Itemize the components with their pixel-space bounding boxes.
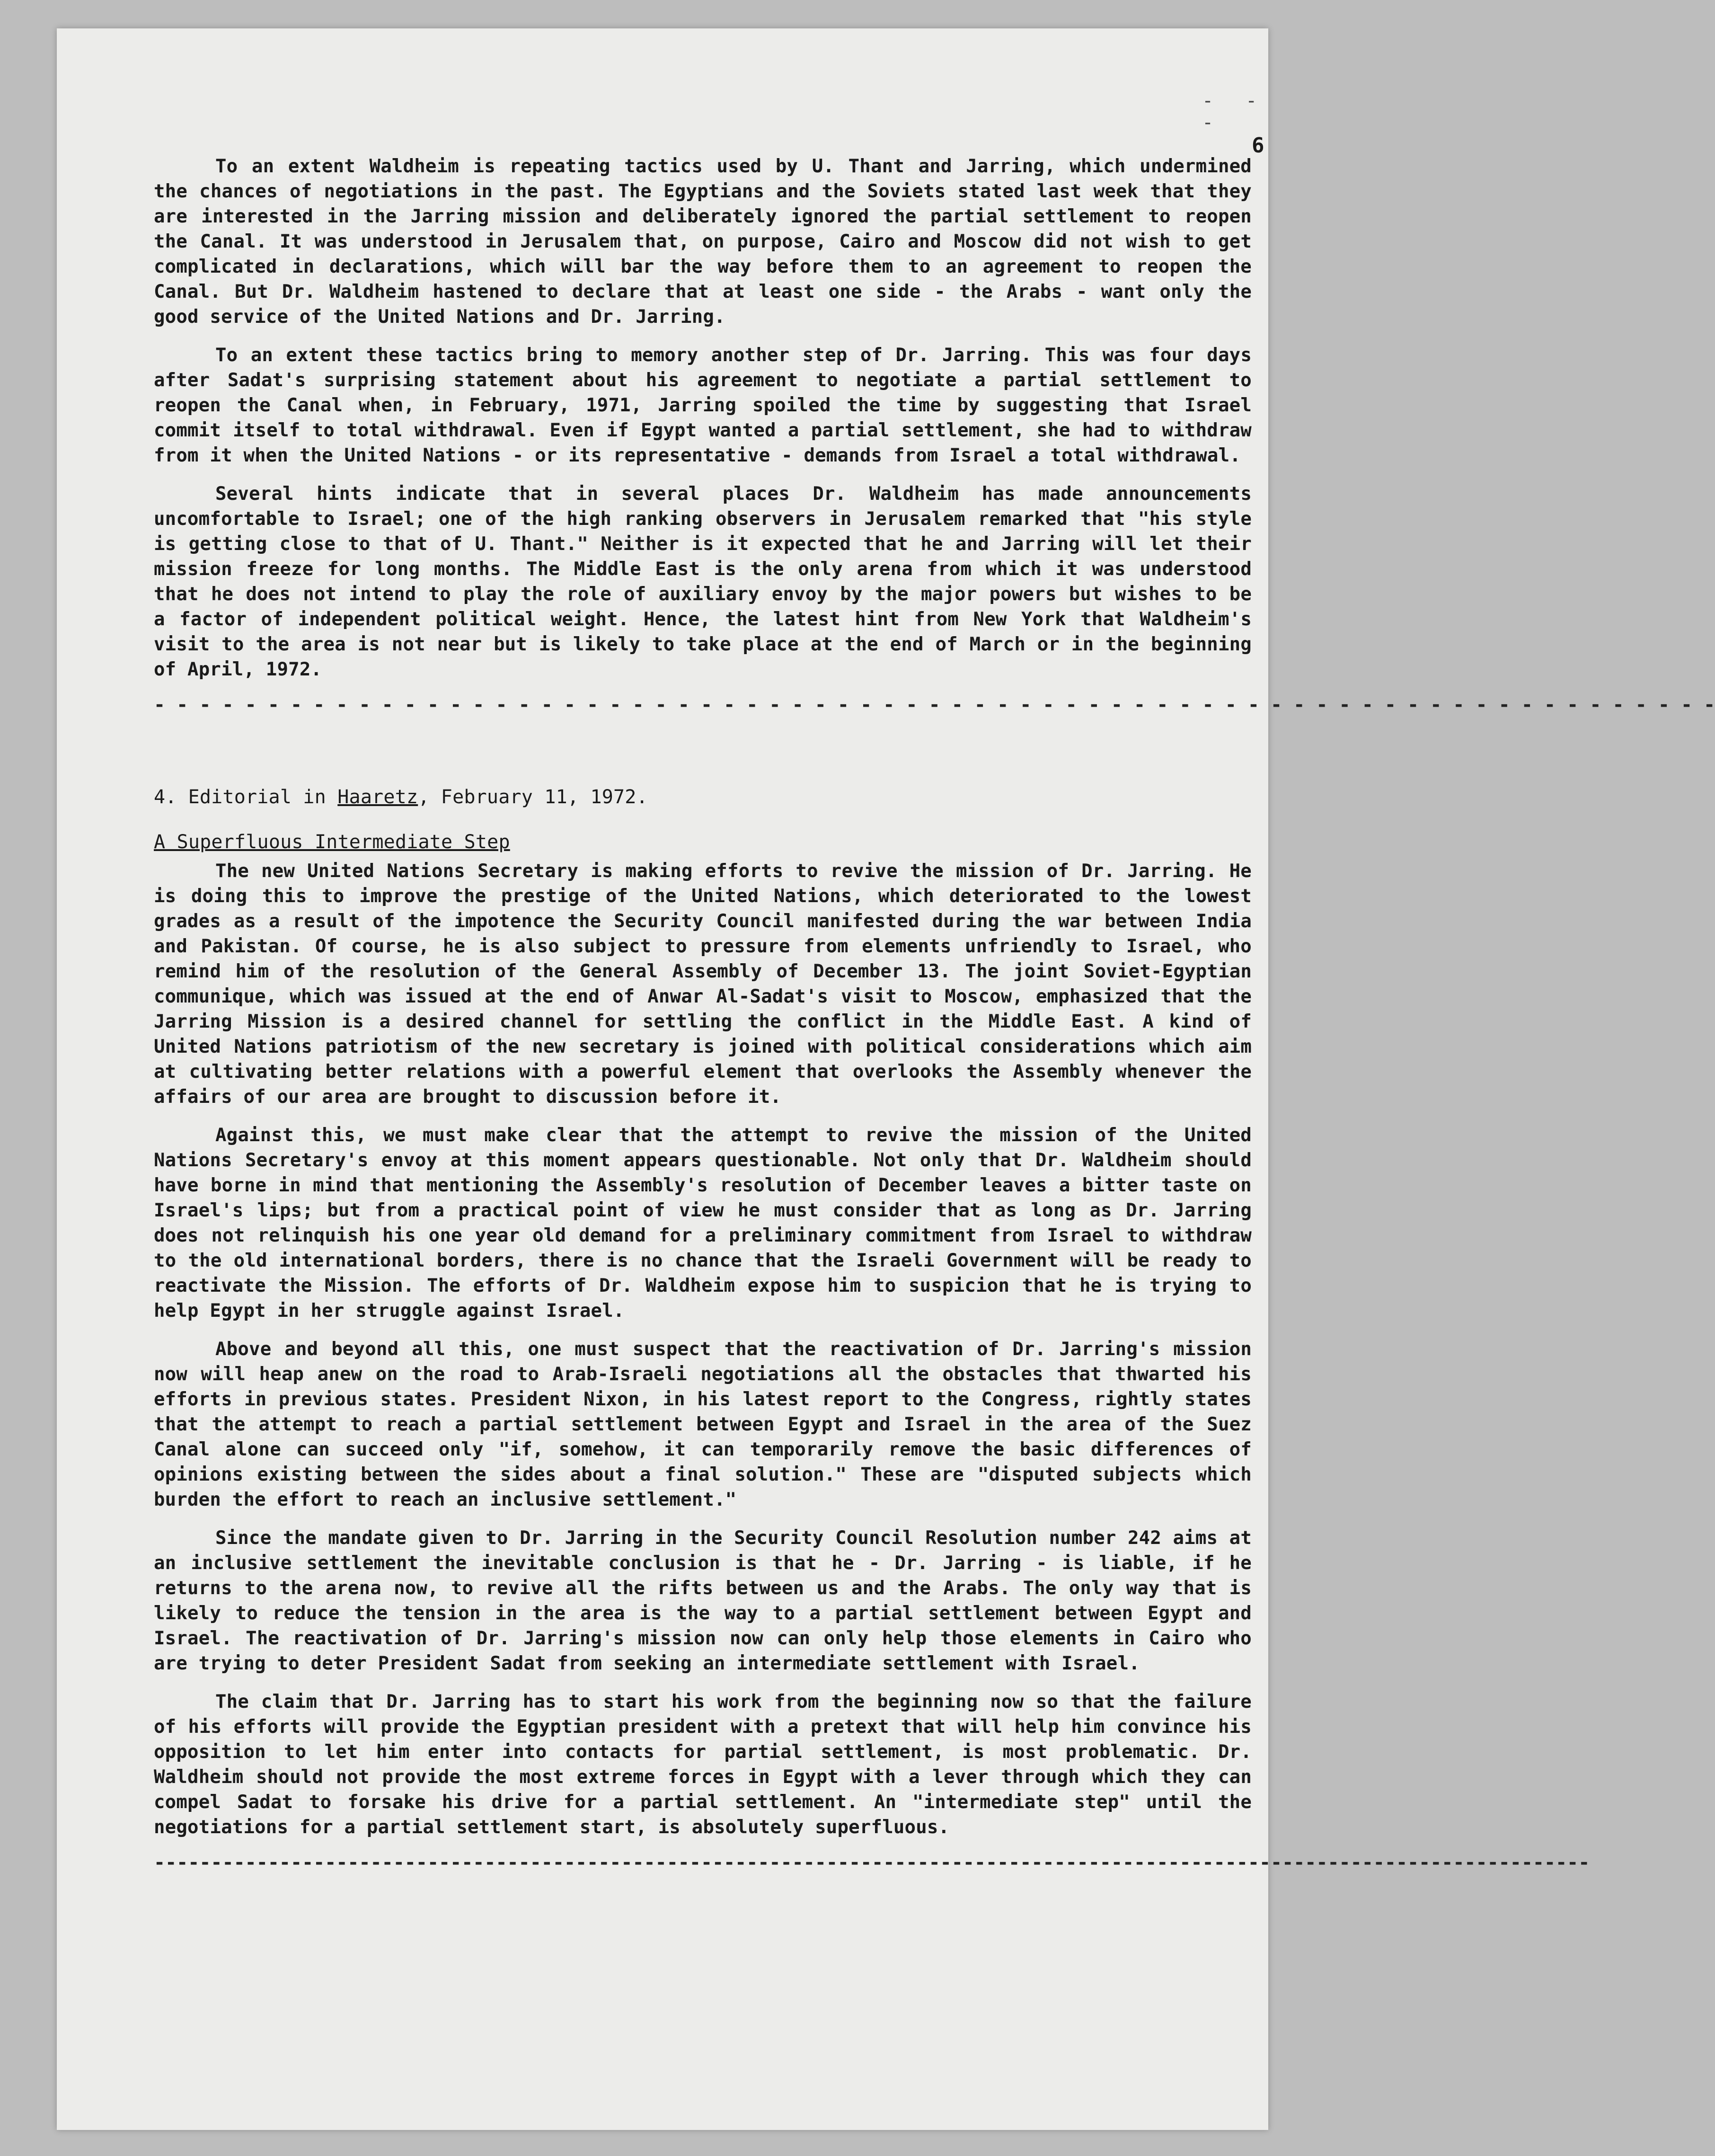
paragraph: To an extent Waldheim is repeating tactics used by U. Thant and Jarring, which undermined the chances of negotiations in the past. The Egyptians and the Soviets stated last week that they are interested in the Jarring mission and deliberately ignored the partial settlement to reopen the Canal. It was understood in Jerusalem that, on purpose, Cairo and Moscow did not wish to get complicated in declarations, which will bar the way before them to an agreement to reopen the Canal. But Dr. Waldheim hastened to declare that at least one side - the Arabs - want only the good service of the United Nations and Dr. Jarring.: [154, 156, 1252, 328]
document-page: [57, 28, 1715, 2130]
section-number: 4.: [154, 786, 177, 808]
page-body: [154, 154, 1715, 1873]
newspaper-name: Haaretz: [337, 786, 418, 808]
paragraph: Above and beyond all this, one must suspect that the reactivation of Dr. Jarring's mission now will heap anew on the road to Arab-Israeli negotiations all the obstacles that thwarted his efforts in previous states. President Nixon, in his latest report to the Congress, rightly states that the attempt to reach a partial settlement between Egypt and Israel in the area of the Suez Canal alone can succeed only "if, somehow, it can temporarily remove the basic differences of opinions existing between the sides about a final solution." These are "disputed subjects which burden the effort to reach an inclusive settlement.": [154, 1339, 1252, 1510]
dashed-divider: - - - - - - - - - - - - - - - - - - - - - - - - - - - - - - - - - - - - - - - - - - - - - - - - - - - - - - - - - - - - - - - - - - - - -: [154, 694, 1715, 716]
paragraph: Several hints indicate that in several places Dr. Waldheim has made announcements uncomfortable to Israel; one of the high ranking observers in Jerusalem remarked that "his style is getting close to that of U. Thant." Neither is it expected that he and Jarring will let their mission freeze for long months. The Middle East is the only arena from which it was understood that he does not intend to play the role of auxiliary envoy by the major powers but wishes to be a factor of independent political weight. Hence, the latest hint from New York that Waldheim's visit to the area is not near but is likely to take place at the end of March or in the beginning of April, 1972.: [154, 483, 1252, 680]
page-number: 6: [1252, 133, 1264, 158]
continued-article: [154, 154, 1252, 682]
heading-date: , February 11, 1972.: [418, 786, 648, 808]
corner-mark: - - -: [1202, 90, 1268, 133]
paragraph: The new United Nations Secretary is making efforts to revive the mission of Dr. Jarring. He is doing this to improve the prestige of the United Nations, which deteriorated to the lowest grades as a result of the impotence the Security Council manifested during the war between India and Pakistan. Of course, he is also subject to pressure from elements unfriendly to Israel, who remind him of the resolution of the General Assembly of December 13. The joint Soviet-Egyptian communique, which was issued at the end of Anwar Al-Sadat's visit to Moscow, emphasized that the Jarring Mission is a desired channel for settling the conflict in the Middle East. A kind of United Nations patriotism of the new secretary is joined with political considerations which aim at cultivating better relations with a powerful element that overlooks the Assembly whenever the affairs of our area are brought to discussion before it.: [154, 861, 1252, 1108]
editorial-title: A Superfluous Intermediate Step: [154, 831, 510, 853]
editorial-section: [154, 785, 1252, 1840]
paragraph: The claim that Dr. Jarring has to start his work from the beginning now so that the failure of his efforts will provide the Egyptian president with a pretext that will help him convince his opposition to let him enter into contacts for partial settlement, is most problematic. Dr. Waldheim should not provide the most extreme forces in Egypt with a lever through which they can compel Sadat to forsake his drive for a partial settlement. An "intermediate step" until the negotiations for a partial settlement start, is absolutely superfluous.: [154, 1691, 1252, 1838]
paragraph: Since the mandate given to Dr. Jarring in the Security Council Resolution number 242 aims at an inclusive settlement the inevitable conclusion is that he - Dr. Jarring - is liable, if he returns to the arena now, to revive all the rifts between us and the Arabs. The only way that is likely to reduce the tension in the area is the way to a partial settlement between Egypt and Israel. The reactivation of Dr. Jarring's mission now can only help those elements in Cairo who are trying to deter President Sadat from seeking an intermediate settlement with Israel.: [154, 1527, 1252, 1674]
heading-prefix: Editorial in: [188, 786, 338, 808]
paragraph: To an extent these tactics bring to memory another step of Dr. Jarring. This was four days after Sadat's surprising statement about his agreement to negotiate a partial settlement to reopen the Canal when, in February, 1971, Jarring spoiled the time by suggesting that Israel commit itself to total withdrawal. Even if Egypt wanted a partial settlement, she had to withdraw from it when the United Nations - or its representative - demands from Israel a total withdrawal.: [154, 345, 1252, 466]
section-heading: [154, 785, 1252, 809]
paragraph: Against this, we must make clear that the attempt to revive the mission of the United Nations Secretary's envoy at this moment appears questionable. Not only that Dr. Waldheim should have borne in mind that mentioning the Assembly's resolution of December leaves a bitter taste on Israel's lips; but from a practical point of view he must consider that as long as Dr. Jarring does not relinquish his one year old demand for a preliminary commitment from Israel to withdraw to the old international borders, there is no chance that the Israeli Government will be ready to reactivate the Mission. The efforts of Dr. Waldheim expose him to suspicion that he is trying to help Egypt in her struggle against Israel.: [154, 1125, 1252, 1322]
dashed-divider: ------------------------------------------------------------------------------------------------------------------------------: [154, 1852, 1590, 1873]
